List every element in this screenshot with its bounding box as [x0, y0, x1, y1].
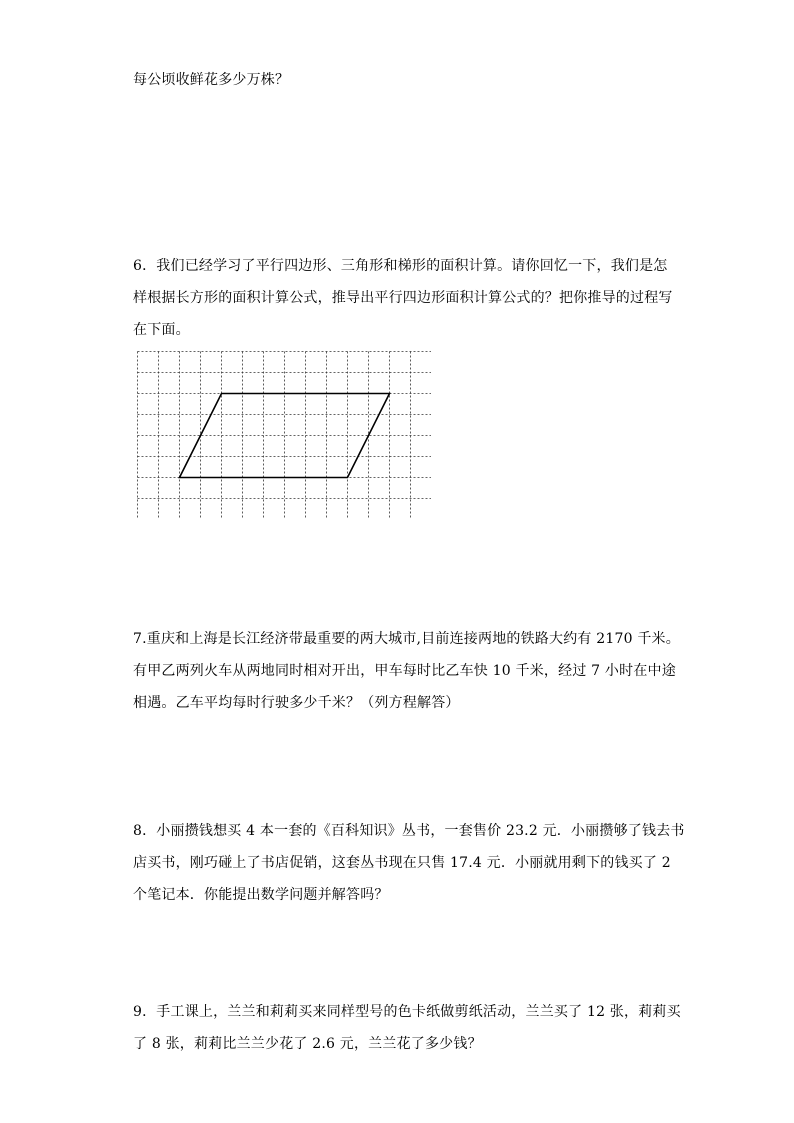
question-5-tail: [133, 64, 663, 96]
question-8: [133, 815, 685, 911]
parallelogram-grid-figure: [137, 351, 431, 519]
question-line: 9．手工课上，兰兰和莉莉买来同样型号的色卡纸做剪纸活动，兰兰买了 12 张，莉莉买: [133, 1004, 681, 1020]
question-6: [133, 250, 673, 346]
question-line: 6．我们已经学习了平行四边形、三角形和梯形的面积计算。请你回忆一下，我们是怎: [133, 258, 668, 274]
question-line: 7.重庆和上海是长江经济带最重要的两大城市,目前连接两地的铁路大约有 2170 千米。: [133, 631, 680, 647]
question-line: 在下面。: [133, 322, 190, 338]
question-line: 了 8 张，莉莉比兰兰少花了 2.6 元，兰兰花了多少钱？: [133, 1036, 482, 1052]
question-line: 有甲乙两列火车从两地同时相对开出，甲车每时比乙车快 10 千米，经过 7 小时在中途: [133, 663, 676, 679]
grid-lines: [138, 352, 432, 520]
question-9: [133, 996, 681, 1060]
question-line: 每公顷收鲜花多少万株？: [133, 72, 290, 88]
question-line: 样根据长方形的面积计算公式，推导出平行四边形面积计算公式的？把你推导的过程写: [133, 290, 673, 306]
question-line: 店买书，刚巧碰上了书店促销，这套丛书现在只售 17.4 元．小丽就用剩下的钱买了 2: [133, 855, 671, 871]
question-line: 个笔记本．你能提出数学问题并解答吗？: [133, 887, 389, 903]
question-line: 8．小丽攒钱想买 4 本一套的《百科知识》丛书，一套售价 23.2 元．小丽攒够了钱去书: [133, 823, 685, 839]
question-7: [133, 623, 680, 719]
question-line: 相遇。乙车平均每时行驶多少千米？（列方程解答）: [133, 695, 460, 711]
